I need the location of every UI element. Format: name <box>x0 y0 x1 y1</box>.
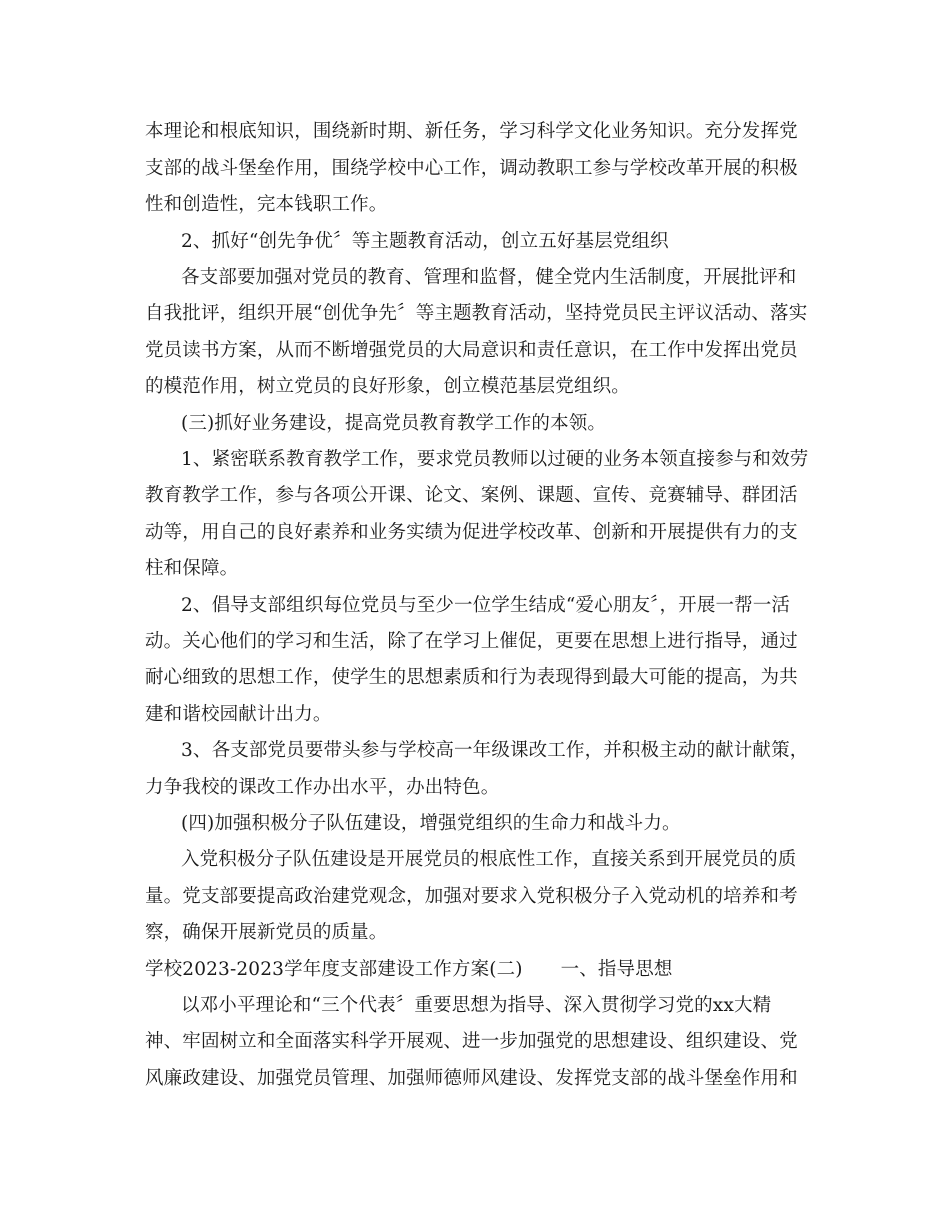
text-line: 柱和保障。 <box>145 558 239 579</box>
section-heading <box>145 958 805 982</box>
text-line: 以邓小平理论和“三个代表〞重要思想为指导、深入贯彻学习党的xx大精 <box>181 995 772 1016</box>
heading-title: 学校2023-2023学年度支部建设工作方案(二) <box>145 959 523 980</box>
text-line: 力争我校的课改工作办出水平，办出特色。 <box>145 777 500 798</box>
text-line: 支部的战斗堡垒作用，围绕学校中心工作，调动教职工参与学校改革开展的积极 <box>145 158 798 179</box>
text-line: 党员读书方案，从而不断增强党员的大局意识和责任意识，在工作中发挥出党员 <box>145 340 798 361</box>
text-line: 自我批评，组织开展“创优争先〞等主题教育活动，坚持党员民主评议活动、落实 <box>145 303 808 324</box>
text-line: 性和创造性，完本钱职工作。 <box>145 194 388 215</box>
text-line: 风廉政建设、加强党员管理、加强师德师风建设、发挥党支部的战斗堡垒作用和 <box>145 1068 798 1089</box>
text-line: 2、抓好“创先争优〞等主题教育活动，创立五好基层党组织 <box>181 231 669 252</box>
text-line: (四)加强积极分子队伍建设，增强党组织的生命力和战斗力。 <box>181 813 681 834</box>
text-line: 建和谐校园献计出力。 <box>145 704 332 725</box>
text-line: 的模范作用，树立党员的良好形象，创立模范基层党组织。 <box>145 376 630 397</box>
text-line: 教育教学工作，参与各项公开课、论文、案例、课题、宣传、竞赛辅导、群团活 <box>145 485 798 506</box>
text-line: 动。关心他们的学习和生活，除了在学习上催促，更要在思想上进行指导，通过 <box>145 631 798 652</box>
text-line: 入党积极分子队伍建设是开展党员的根底性工作，直接关系到开展党员的质 <box>181 849 797 870</box>
text-line: 各支部要加强对党员的教育、管理和监督，健全党内生活制度，开展批评和 <box>181 267 797 288</box>
text-line: (三)抓好业务建设，提高党员教育教学工作的本领。 <box>181 413 607 434</box>
text-line: 3、各支部党员要带头参与学校高一年级课改工作，并积极主动的献计献策， <box>181 740 809 761</box>
text-line: 神、牢固树立和全面落实科学开展观、进一步加强党的思想建设、组织建设、党 <box>145 1031 798 1052</box>
text-line: 本理论和根底知识，围绕新时期、新任务，学习科学文化业务知识。充分发挥党 <box>145 121 798 142</box>
text-line: 1、紧密联系教育教学工作，要求党员教师以过硬的业务本领直接参与和效劳 <box>181 449 809 470</box>
heading-subtitle: 一、指导思想 <box>560 959 673 980</box>
text-line: 察，确保开展新党员的质量。 <box>145 922 388 943</box>
text-line: 量。党支部要提高政治建党观念，加强对要求入党积极分子入党动机的培养和考 <box>145 886 798 907</box>
text-line: 2、倡导支部组织每位党员与至少一位学生结成“爱心朋友〞，开展一帮一活 <box>181 595 791 616</box>
text-line: 动等，用自己的良好素养和业务实绩为促进学校改革、创新和开展提供有力的支 <box>145 522 798 543</box>
text-line: 耐心细致的思想工作，使学生的思想素质和行为表现得到最大可能的提高，为共 <box>145 667 798 688</box>
